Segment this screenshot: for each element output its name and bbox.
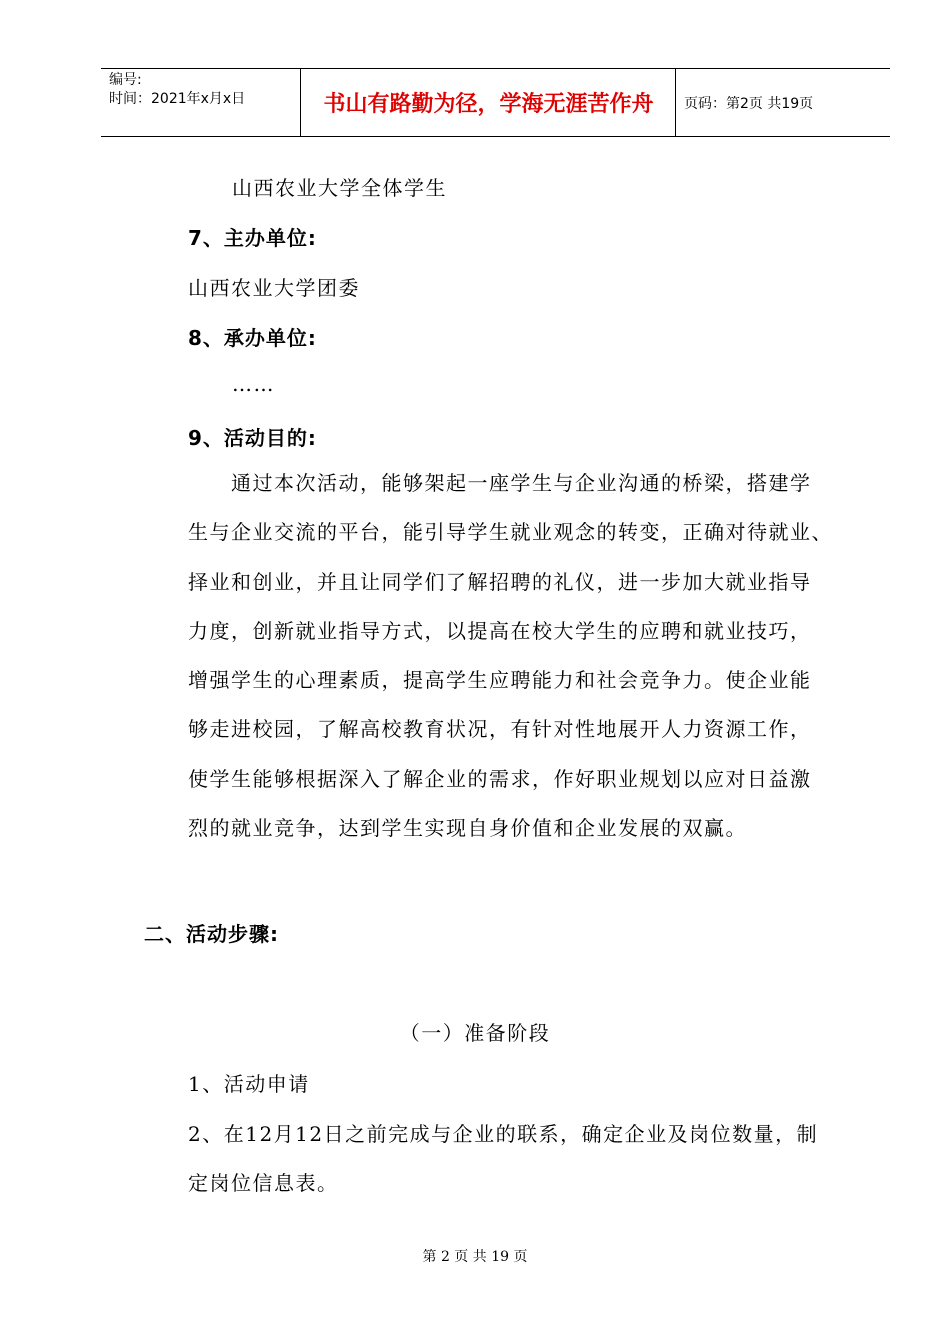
header-motto: 书山有路勤为径，学海无涯苦作舟 bbox=[302, 69, 676, 136]
purpose-paragraph bbox=[188, 459, 858, 853]
page-header bbox=[101, 68, 890, 137]
purpose-line: 生与企业交流的平台，能引导学生就业观念的转变，正确对待就业、 bbox=[188, 520, 833, 545]
step-2-line-2: 定岗位信息表。 bbox=[188, 1171, 339, 1195]
purpose-line: 烈的就业竞争，达到学生实现自身价值和企业发展的双赢。 bbox=[188, 816, 747, 841]
section-7-value: 山西农业大学团委 bbox=[188, 276, 360, 300]
purpose-line: 通过本次活动，能够架起一座学生与企业沟通的桥梁，搭建学 bbox=[188, 471, 812, 495]
step-2-line-1: 2、在12月12日之前完成与企业的联系，确定企业及岗位数量，制 bbox=[188, 1122, 819, 1146]
purpose-line: 使学生能够根据深入了解企业的需求，作好职业规划以应对日益激 bbox=[188, 766, 812, 791]
step-1: 1、活动申请 bbox=[188, 1072, 310, 1096]
serial-label: 编号: bbox=[109, 72, 142, 88]
header-page-label: 页码：第2页 共19页 bbox=[684, 95, 814, 112]
purpose-line: 增强学生的心理素质，提高学生应聘能力和社会竞争力。使企业能 bbox=[188, 668, 812, 693]
audience-text: 山西农业大学全体学生 bbox=[232, 176, 447, 200]
purpose-line: 够走进校园，了解高校教育状况，有针对性地展开人力资源工作， bbox=[188, 717, 812, 742]
header-meta-cell bbox=[101, 69, 301, 136]
purpose-line: 力度，创新就业指导方式，以提高在校大学生的应聘和就业技巧， bbox=[188, 618, 812, 643]
section-8-value: …… bbox=[232, 372, 275, 396]
stage-1-title: （一）准备阶段 bbox=[399, 1021, 551, 1045]
section-9-title: 9、活动目的: bbox=[188, 426, 317, 450]
section-7-title: 7、主办单位: bbox=[188, 226, 317, 250]
section-2-title: 二、活动步骤: bbox=[144, 922, 279, 946]
page-footer: 第 2 页 共 19 页 bbox=[422, 1249, 528, 1265]
section-8-title: 8、承办单位: bbox=[188, 326, 317, 350]
purpose-line: 择业和创业，并且让同学们了解招聘的礼仪，进一步加大就业指导 bbox=[188, 569, 812, 594]
time-label: 时间：2021年x月x日 bbox=[109, 91, 246, 107]
